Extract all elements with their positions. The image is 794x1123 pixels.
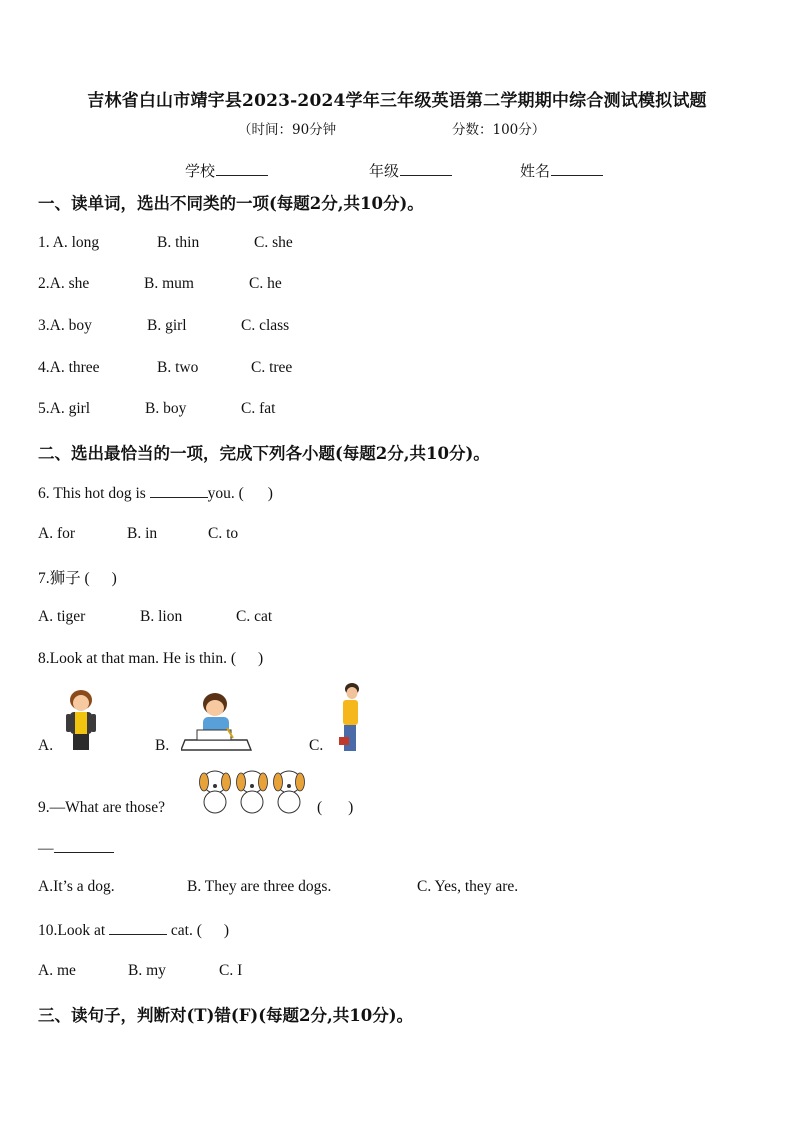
q7-option-a: A. tiger	[38, 608, 86, 625]
q8-option-c-label: C.	[309, 737, 324, 754]
section2-heading: 二、选出最恰当的一项，完成下列各小题(每题2分,共10分)。	[38, 444, 490, 463]
page-title: 吉林省白山市靖宇县2023-2024学年三年级英语第二学期期中综合测试模拟试题	[87, 91, 707, 111]
name-label: 姓名	[520, 162, 551, 180]
q7-option-b: B. lion	[140, 608, 183, 625]
q8-paren-close: )	[258, 650, 264, 667]
school-blank[interactable]	[216, 161, 268, 176]
q7-stem-text: 7.狮子 (	[38, 570, 90, 587]
q6-option-b: B. in	[127, 525, 158, 542]
q9-paren-close: )	[348, 799, 354, 816]
q5-option-c: C. fat	[241, 400, 276, 417]
boy-arm-left	[66, 714, 71, 732]
boy-legs	[73, 734, 89, 750]
q9-option-a: A.It’s a dog.	[38, 878, 115, 895]
q5-option-b: B. boy	[145, 400, 187, 417]
desk	[181, 740, 251, 750]
q6-paren-close: )	[267, 485, 273, 502]
q9-reply	[38, 838, 114, 858]
q7-option-c: C. cat	[236, 608, 273, 625]
boy-writing-picture	[181, 690, 253, 754]
q9-stem: 9.—What are those?	[38, 799, 165, 816]
q9-dash: —	[38, 840, 54, 857]
school-field[interactable]	[185, 160, 268, 181]
q10-stem	[38, 920, 229, 940]
q6-stem-a: 6. This hot dog is	[38, 485, 146, 502]
exam-score: 分数：100分）	[452, 122, 546, 138]
grade-field[interactable]	[369, 160, 452, 181]
q10-option-b: B. my	[128, 962, 166, 979]
dog-2	[237, 771, 268, 813]
q10-blank[interactable]	[109, 920, 167, 935]
q2-option-a: 2.A. she	[38, 275, 90, 292]
q10-paren-close: )	[223, 922, 230, 939]
q1-option-b: B. thin	[157, 234, 200, 251]
man-shirt	[343, 700, 358, 725]
q6-option-c: C. to	[208, 525, 239, 542]
q8-option-a-label: A.	[38, 737, 54, 754]
q9-reply-blank[interactable]	[54, 838, 114, 853]
notebook	[197, 730, 231, 740]
q10-option-a: A. me	[38, 962, 76, 979]
q2-option-c: C. he	[249, 275, 282, 292]
q9-option-b: B. They are three dogs.	[187, 878, 332, 895]
boy-vest	[75, 712, 87, 734]
q3-option-b: B. girl	[147, 317, 187, 334]
q3-option-c: C. class	[241, 317, 290, 334]
q6-blank[interactable]	[150, 483, 208, 498]
q9-option-c: C. Yes, they are.	[417, 878, 519, 895]
school-label: 学校	[185, 162, 216, 180]
q7-paren-close: )	[111, 570, 117, 587]
q8-stem	[38, 650, 263, 668]
q8-stem-text: 8.Look at that man. He is thin. (	[38, 650, 237, 667]
q4-option-b: B. two	[157, 359, 199, 376]
grade-label: 年级	[369, 162, 400, 180]
q7-stem	[38, 566, 117, 588]
dog-3	[274, 771, 305, 813]
three-dogs-picture	[197, 766, 311, 814]
q9-paren	[317, 799, 353, 817]
q1-option-c: C. she	[254, 234, 293, 251]
boy-in-vest-picture	[62, 688, 100, 754]
q4-option-a: 4.A. three	[38, 359, 100, 376]
grade-blank[interactable]	[400, 161, 452, 176]
boy-arm-right	[91, 714, 96, 732]
q6-option-a: A. for	[38, 525, 76, 542]
q10-option-c: C. I	[219, 962, 243, 979]
writer-face	[206, 700, 224, 716]
q2-option-b: B. mum	[144, 275, 194, 292]
dog-1	[200, 771, 231, 813]
q1-option-a: 1. A. long	[38, 234, 100, 251]
q4-option-c: C. tree	[251, 359, 293, 376]
thin-man-picture	[333, 683, 367, 755]
man-book	[339, 737, 349, 745]
man-face	[347, 687, 358, 699]
exam-time: （时间：90分钟	[238, 122, 337, 138]
q10-stem-a: 10.Look at	[38, 922, 106, 939]
q10-stem-b: cat. (	[170, 922, 202, 939]
section1-heading: 一、读单词，选出不同类的一项(每题2分,共10分)。	[38, 194, 424, 213]
name-blank[interactable]	[551, 161, 603, 176]
q8-option-b-label: B.	[155, 737, 170, 754]
section3-heading: 三、读句子，判断对(T)错(F)(每题2分,共10分)。	[38, 1006, 414, 1025]
q6-stem	[38, 483, 273, 503]
q5-option-a: 5.A. girl	[38, 400, 91, 417]
name-field[interactable]	[520, 160, 603, 181]
boy-face	[73, 695, 89, 711]
q3-option-a: 3.A. boy	[38, 317, 92, 334]
q9-paren-open: (	[317, 799, 323, 816]
q6-stem-b: you. (	[207, 485, 244, 502]
